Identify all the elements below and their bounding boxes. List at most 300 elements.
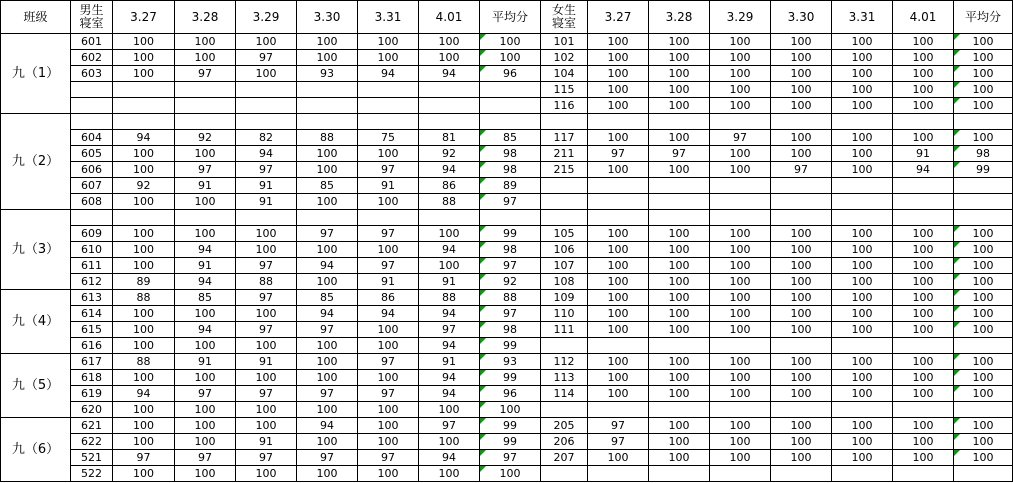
boys-score-cell xyxy=(113,98,175,114)
girls-avg-cell: 100 xyxy=(954,130,1013,146)
boys-avg-cell: 96 xyxy=(480,386,541,402)
boys-score-cell: 100 xyxy=(113,370,175,386)
boys-score-cell: 100 xyxy=(113,466,175,482)
girls-avg-cell: 100 xyxy=(954,258,1013,274)
girls-score-cell: 100 xyxy=(893,98,954,114)
boys-avg-cell: 88 xyxy=(480,290,541,306)
boys-room-cell: 609 xyxy=(71,226,113,242)
girls-score-cell: 100 xyxy=(710,162,771,178)
boys-score-cell: 100 xyxy=(236,226,297,242)
boys-score-cell: 97 xyxy=(419,322,480,338)
boys-score-cell: 97 xyxy=(236,386,297,402)
girls-score-cell: 100 xyxy=(588,226,649,242)
girls-room-cell: 215 xyxy=(541,162,588,178)
boys-score-cell: 100 xyxy=(297,370,358,386)
boys-score-cell: 88 xyxy=(113,290,175,306)
boys-avg-cell: 99 xyxy=(480,418,541,434)
girls-score-cell: 100 xyxy=(771,434,832,450)
girls-score-cell: 97 xyxy=(649,146,710,162)
class-name-cell: 九（3） xyxy=(1,210,71,290)
girls-avg-cell: 100 xyxy=(954,434,1013,450)
girls-score-cell: 100 xyxy=(588,450,649,466)
girls-avg-cell: 100 xyxy=(954,242,1013,258)
boys-avg-cell: 92 xyxy=(480,274,541,290)
header-date: 3.30 xyxy=(771,1,832,34)
girls-score-cell: 100 xyxy=(832,66,893,82)
header-date: 4.01 xyxy=(419,1,480,34)
girls-score-cell xyxy=(710,114,771,130)
boys-score-cell: 92 xyxy=(419,146,480,162)
boys-score-cell: 100 xyxy=(175,194,236,210)
table-row xyxy=(1,418,1013,434)
girls-score-cell: 100 xyxy=(588,34,649,50)
girls-score-cell: 100 xyxy=(832,306,893,322)
boys-score-cell: 100 xyxy=(358,338,419,354)
boys-score-cell xyxy=(175,210,236,226)
boys-room-cell: 603 xyxy=(71,66,113,82)
boys-score-cell: 100 xyxy=(236,66,297,82)
girls-score-cell xyxy=(771,194,832,210)
girls-score-cell xyxy=(588,114,649,130)
boys-score-cell: 100 xyxy=(113,322,175,338)
girls-score-cell: 100 xyxy=(710,82,771,98)
girls-score-cell: 100 xyxy=(649,50,710,66)
boys-avg-cell: 98 xyxy=(480,162,541,178)
girls-avg-cell: 100 xyxy=(954,50,1013,66)
girls-score-cell: 100 xyxy=(649,274,710,290)
girls-score-cell xyxy=(710,210,771,226)
boys-avg-cell: 96 xyxy=(480,66,541,82)
header-girls-room-line1: 女生 xyxy=(551,3,576,17)
girls-score-cell: 100 xyxy=(771,242,832,258)
girls-score-cell: 100 xyxy=(893,34,954,50)
boys-score-cell: 97 xyxy=(297,386,358,402)
girls-score-cell xyxy=(649,194,710,210)
boys-score-cell: 100 xyxy=(175,434,236,450)
girls-score-cell: 100 xyxy=(832,34,893,50)
girls-score-cell: 100 xyxy=(710,434,771,450)
boys-score-cell: 94 xyxy=(297,306,358,322)
boys-score-cell: 91 xyxy=(358,178,419,194)
table-row xyxy=(1,146,1013,162)
boys-room-cell: 619 xyxy=(71,386,113,402)
girls-score-cell: 100 xyxy=(710,50,771,66)
boys-score-cell: 94 xyxy=(175,322,236,338)
boys-score-cell: 100 xyxy=(358,50,419,66)
boys-score-cell: 100 xyxy=(113,434,175,450)
girls-score-cell: 100 xyxy=(588,130,649,146)
table-row xyxy=(1,82,1013,98)
table-row xyxy=(1,210,1013,226)
boys-score-cell: 100 xyxy=(358,146,419,162)
boys-room-cell: 521 xyxy=(71,450,113,466)
girls-score-cell: 100 xyxy=(588,82,649,98)
boys-score-cell: 97 xyxy=(236,162,297,178)
girls-room-cell: 109 xyxy=(541,290,588,306)
header-boys-room-line1: 男生 xyxy=(79,3,104,17)
girls-score-cell: 100 xyxy=(832,322,893,338)
girls-score-cell: 100 xyxy=(649,242,710,258)
girls-score-cell: 100 xyxy=(588,370,649,386)
table-row xyxy=(1,66,1013,82)
boys-avg-cell: 99 xyxy=(480,338,541,354)
boys-room-cell: 612 xyxy=(71,274,113,290)
header-avg: 平均分 xyxy=(954,1,1013,34)
boys-score-cell xyxy=(419,114,480,130)
boys-score-cell: 100 xyxy=(175,306,236,322)
girls-avg-cell: 100 xyxy=(954,322,1013,338)
boys-score-cell: 100 xyxy=(175,338,236,354)
boys-avg-cell: 97 xyxy=(480,194,541,210)
girls-avg-cell: 99 xyxy=(954,162,1013,178)
girls-score-cell: 100 xyxy=(771,274,832,290)
girls-score-cell xyxy=(893,178,954,194)
girls-score-cell xyxy=(649,114,710,130)
boys-score-cell: 100 xyxy=(175,402,236,418)
table-row xyxy=(1,466,1013,482)
boys-score-cell: 97 xyxy=(236,322,297,338)
girls-room-cell xyxy=(541,178,588,194)
girls-score-cell: 100 xyxy=(771,50,832,66)
girls-score-cell: 100 xyxy=(893,130,954,146)
girls-score-cell: 100 xyxy=(710,322,771,338)
boys-room-cell: 616 xyxy=(71,338,113,354)
boys-room-cell: 614 xyxy=(71,306,113,322)
girls-score-cell xyxy=(588,178,649,194)
boys-score-cell: 97 xyxy=(236,290,297,306)
boys-score-cell: 100 xyxy=(113,226,175,242)
boys-score-cell: 85 xyxy=(297,290,358,306)
girls-score-cell: 100 xyxy=(832,146,893,162)
girls-score-cell xyxy=(588,194,649,210)
boys-room-cell: 622 xyxy=(71,434,113,450)
girls-score-cell: 100 xyxy=(649,66,710,82)
girls-score-cell: 100 xyxy=(649,162,710,178)
boys-score-cell: 100 xyxy=(297,434,358,450)
girls-score-cell xyxy=(832,338,893,354)
girls-room-cell xyxy=(541,194,588,210)
boys-score-cell: 94 xyxy=(113,130,175,146)
girls-score-cell: 100 xyxy=(893,370,954,386)
girls-score-cell: 100 xyxy=(710,290,771,306)
header-date: 4.01 xyxy=(893,1,954,34)
girls-avg-cell: 100 xyxy=(954,370,1013,386)
boys-score-cell: 100 xyxy=(419,434,480,450)
girls-score-cell: 100 xyxy=(588,306,649,322)
girls-score-cell: 100 xyxy=(710,354,771,370)
girls-score-cell: 100 xyxy=(893,418,954,434)
girls-score-cell xyxy=(832,178,893,194)
table-row xyxy=(1,386,1013,402)
boys-avg-cell: 98 xyxy=(480,242,541,258)
boys-room-cell xyxy=(71,114,113,130)
boys-score-cell: 94 xyxy=(419,338,480,354)
table-row xyxy=(1,162,1013,178)
girls-score-cell: 97 xyxy=(588,146,649,162)
header-date: 3.27 xyxy=(113,1,175,34)
header-class: 班级 xyxy=(1,1,71,34)
boys-score-cell: 100 xyxy=(358,466,419,482)
boys-score-cell: 100 xyxy=(236,242,297,258)
girls-score-cell xyxy=(771,114,832,130)
girls-score-cell: 100 xyxy=(832,130,893,146)
girls-score-cell xyxy=(893,402,954,418)
boys-avg-cell: 93 xyxy=(480,354,541,370)
girls-score-cell: 100 xyxy=(832,354,893,370)
boys-score-cell: 94 xyxy=(175,274,236,290)
table-row xyxy=(1,114,1013,130)
boys-avg-cell: 99 xyxy=(480,226,541,242)
boys-score-cell: 91 xyxy=(175,258,236,274)
girls-room-cell: 211 xyxy=(541,146,588,162)
boys-room-cell: 613 xyxy=(71,290,113,306)
girls-score-cell: 100 xyxy=(710,146,771,162)
table-row xyxy=(1,370,1013,386)
header-date: 3.28 xyxy=(649,1,710,34)
girls-score-cell: 100 xyxy=(710,226,771,242)
girls-score-cell: 100 xyxy=(649,306,710,322)
girls-avg-cell: 100 xyxy=(954,226,1013,242)
boys-score-cell xyxy=(236,98,297,114)
boys-score-cell: 91 xyxy=(236,178,297,194)
boys-score-cell: 91 xyxy=(419,274,480,290)
girls-score-cell: 100 xyxy=(893,306,954,322)
class-name-cell: 九（6） xyxy=(1,418,71,482)
boys-score-cell: 100 xyxy=(419,226,480,242)
boys-score-cell: 100 xyxy=(419,402,480,418)
girls-score-cell: 100 xyxy=(649,258,710,274)
girls-score-cell xyxy=(832,194,893,210)
table-row xyxy=(1,338,1013,354)
girls-score-cell: 100 xyxy=(649,354,710,370)
girls-score-cell: 100 xyxy=(710,306,771,322)
boys-score-cell: 100 xyxy=(358,194,419,210)
boys-score-cell: 94 xyxy=(419,450,480,466)
table-row xyxy=(1,290,1013,306)
girls-score-cell: 100 xyxy=(832,242,893,258)
boys-score-cell: 86 xyxy=(358,290,419,306)
table-row xyxy=(1,322,1013,338)
boys-score-cell: 100 xyxy=(358,34,419,50)
boys-room-cell: 621 xyxy=(71,418,113,434)
boys-score-cell: 100 xyxy=(236,466,297,482)
boys-avg-cell: 100 xyxy=(480,466,541,482)
girls-avg-cell: 100 xyxy=(954,290,1013,306)
girls-score-cell: 100 xyxy=(649,130,710,146)
boys-score-cell: 97 xyxy=(358,226,419,242)
boys-score-cell: 100 xyxy=(297,34,358,50)
girls-score-cell: 100 xyxy=(588,290,649,306)
header-girls-room-line2: 寝室 xyxy=(551,16,576,30)
girls-avg-cell: 100 xyxy=(954,98,1013,114)
boys-room-cell: 610 xyxy=(71,242,113,258)
girls-score-cell: 100 xyxy=(588,354,649,370)
girls-avg-cell xyxy=(954,210,1013,226)
header-row xyxy=(1,1,1013,34)
girls-score-cell: 100 xyxy=(710,370,771,386)
boys-score-cell: 100 xyxy=(236,418,297,434)
boys-score-cell: 100 xyxy=(113,194,175,210)
girls-score-cell xyxy=(771,466,832,482)
boys-score-cell: 100 xyxy=(419,258,480,274)
boys-score-cell: 100 xyxy=(297,162,358,178)
girls-avg-cell xyxy=(954,402,1013,418)
boys-room-cell: 620 xyxy=(71,402,113,418)
boys-score-cell: 100 xyxy=(419,466,480,482)
boys-room-cell: 604 xyxy=(71,130,113,146)
boys-score-cell: 100 xyxy=(175,50,236,66)
girls-score-cell: 100 xyxy=(893,226,954,242)
boys-avg-cell: 85 xyxy=(480,130,541,146)
header-date: 3.28 xyxy=(175,1,236,34)
boys-room-cell: 601 xyxy=(71,34,113,50)
boys-score-cell: 97 xyxy=(419,418,480,434)
girls-room-cell: 106 xyxy=(541,242,588,258)
girls-score-cell: 100 xyxy=(893,450,954,466)
girls-score-cell: 100 xyxy=(771,130,832,146)
girls-score-cell: 100 xyxy=(832,258,893,274)
boys-score-cell: 100 xyxy=(113,306,175,322)
girls-score-cell: 100 xyxy=(710,418,771,434)
boys-score-cell: 86 xyxy=(419,178,480,194)
girls-score-cell: 100 xyxy=(710,258,771,274)
boys-score-cell: 94 xyxy=(419,162,480,178)
boys-score-cell xyxy=(113,82,175,98)
boys-score-cell: 75 xyxy=(358,130,419,146)
boys-score-cell: 91 xyxy=(236,434,297,450)
table-row xyxy=(1,98,1013,114)
girls-avg-cell: 100 xyxy=(954,66,1013,82)
girls-score-cell xyxy=(771,402,832,418)
boys-score-cell: 100 xyxy=(297,402,358,418)
boys-score-cell: 97 xyxy=(175,386,236,402)
boys-avg-cell: 97 xyxy=(480,306,541,322)
boys-score-cell: 97 xyxy=(113,450,175,466)
girls-avg-cell: 100 xyxy=(954,450,1013,466)
boys-score-cell xyxy=(297,98,358,114)
girls-room-cell: 102 xyxy=(541,50,588,66)
girls-avg-cell xyxy=(954,194,1013,210)
girls-avg-cell: 100 xyxy=(954,306,1013,322)
girls-score-cell: 100 xyxy=(771,146,832,162)
boys-room-cell xyxy=(71,210,113,226)
header-date: 3.29 xyxy=(236,1,297,34)
girls-room-cell xyxy=(541,338,588,354)
boys-score-cell: 100 xyxy=(236,34,297,50)
girls-score-cell xyxy=(649,402,710,418)
girls-room-cell: 115 xyxy=(541,82,588,98)
girls-score-cell: 100 xyxy=(649,226,710,242)
table-row xyxy=(1,274,1013,290)
girls-room-cell xyxy=(541,210,588,226)
boys-score-cell: 97 xyxy=(175,162,236,178)
header-boys-room xyxy=(71,1,113,34)
girls-score-cell: 97 xyxy=(710,130,771,146)
boys-room-cell: 618 xyxy=(71,370,113,386)
girls-score-cell: 97 xyxy=(771,162,832,178)
boys-score-cell xyxy=(419,98,480,114)
girls-room-cell: 111 xyxy=(541,322,588,338)
boys-score-cell xyxy=(175,114,236,130)
boys-score-cell: 94 xyxy=(236,146,297,162)
boys-avg-cell: 97 xyxy=(480,258,541,274)
girls-avg-cell xyxy=(954,178,1013,194)
boys-score-cell: 94 xyxy=(297,258,358,274)
boys-score-cell: 100 xyxy=(358,370,419,386)
boys-room-cell: 617 xyxy=(71,354,113,370)
boys-score-cell xyxy=(419,210,480,226)
boys-room-cell xyxy=(71,82,113,98)
girls-room-cell: 101 xyxy=(541,34,588,50)
girls-score-cell: 100 xyxy=(771,66,832,82)
girls-score-cell: 100 xyxy=(588,274,649,290)
boys-score-cell: 100 xyxy=(236,338,297,354)
boys-score-cell xyxy=(113,210,175,226)
girls-score-cell xyxy=(771,210,832,226)
boys-score-cell: 88 xyxy=(419,290,480,306)
boys-score-cell: 100 xyxy=(297,466,358,482)
girls-score-cell: 100 xyxy=(893,66,954,82)
boys-score-cell xyxy=(236,82,297,98)
girls-room-cell: 112 xyxy=(541,354,588,370)
boys-avg-cell xyxy=(480,210,541,226)
boys-avg-cell xyxy=(480,114,541,130)
girls-score-cell: 97 xyxy=(588,434,649,450)
boys-score-cell: 97 xyxy=(175,450,236,466)
boys-score-cell: 100 xyxy=(297,242,358,258)
boys-score-cell xyxy=(113,114,175,130)
boys-score-cell xyxy=(358,114,419,130)
girls-score-cell: 100 xyxy=(832,226,893,242)
boys-score-cell: 94 xyxy=(419,370,480,386)
girls-score-cell: 100 xyxy=(832,434,893,450)
girls-score-cell: 100 xyxy=(893,50,954,66)
boys-score-cell: 91 xyxy=(175,354,236,370)
girls-avg-cell: 100 xyxy=(954,386,1013,402)
girls-score-cell: 100 xyxy=(893,82,954,98)
boys-room-cell: 611 xyxy=(71,258,113,274)
girls-avg-cell: 100 xyxy=(954,82,1013,98)
boys-score-cell: 97 xyxy=(175,66,236,82)
girls-room-cell: 113 xyxy=(541,370,588,386)
girls-score-cell xyxy=(649,466,710,482)
girls-avg-cell: 100 xyxy=(954,354,1013,370)
boys-score-cell: 97 xyxy=(236,258,297,274)
girls-score-cell: 100 xyxy=(832,274,893,290)
girls-score-cell: 100 xyxy=(832,450,893,466)
girls-score-cell: 100 xyxy=(893,434,954,450)
class-name-cell: 九（5） xyxy=(1,354,71,418)
boys-room-cell: 522 xyxy=(71,466,113,482)
boys-score-cell xyxy=(297,114,358,130)
girls-room-cell: 105 xyxy=(541,226,588,242)
boys-room-cell xyxy=(71,98,113,114)
boys-score-cell: 100 xyxy=(358,322,419,338)
boys-score-cell: 94 xyxy=(358,306,419,322)
girls-score-cell: 100 xyxy=(710,98,771,114)
girls-score-cell: 100 xyxy=(832,370,893,386)
boys-score-cell: 97 xyxy=(358,162,419,178)
girls-room-cell: 107 xyxy=(541,258,588,274)
boys-score-cell: 100 xyxy=(297,50,358,66)
girls-avg-cell xyxy=(954,466,1013,482)
boys-avg-cell: 99 xyxy=(480,434,541,450)
girls-score-cell: 100 xyxy=(588,162,649,178)
class-name-cell: 九（1） xyxy=(1,34,71,114)
girls-score-cell: 100 xyxy=(832,82,893,98)
girls-score-cell: 100 xyxy=(771,386,832,402)
girls-score-cell: 100 xyxy=(832,162,893,178)
